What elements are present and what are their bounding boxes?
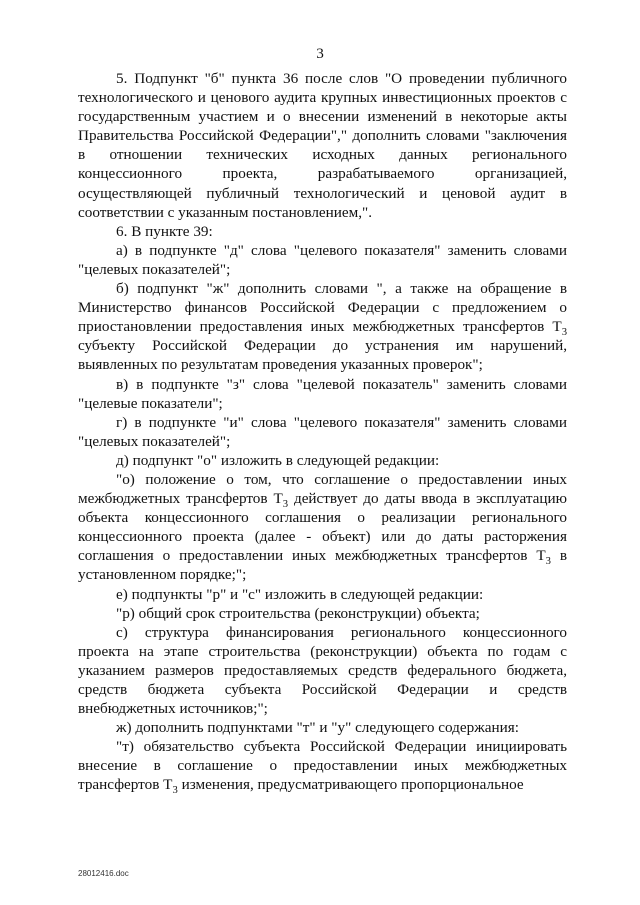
paragraph xyxy=(78,451,567,470)
paragraph-text: б) подпункт "ж" дополнить словами ", а также на обращение в Министерство финансов Российской Федерации с предложением о приостановлении предоставления иных межбюджетных трансфертов Т xyxy=(78,280,567,336)
paragraph xyxy=(78,413,567,451)
paragraph xyxy=(78,375,567,413)
subscript: 3 xyxy=(282,499,289,511)
paragraph xyxy=(78,222,567,241)
paragraph-text: д) подпункт "о" изложить в следующей редакции: xyxy=(116,451,440,469)
paragraph-text: изменения, предусматривающего пропорциональное xyxy=(177,776,524,794)
document-body xyxy=(78,69,567,795)
paragraph-text: 5. Подпункт "б" пункта 36 после слов "О проведении публичного технологического и ценового аудита крупных инвестиционных проектов с государственным участием и о внесении изменений в некоторые акты Правительства Российской Федерации"," дополнить словами "заключения в отношении технических исходных данных регионального концессионного проекта, разрабатываемого организацией, осуществляющей публичный технологический и ценовой аудит в соответствии с указанным постановлением,". xyxy=(78,70,567,221)
paragraph xyxy=(78,737,567,797)
page-number: 3 xyxy=(316,45,324,62)
subscript: 3 xyxy=(545,556,551,568)
subscript: 3 xyxy=(561,327,567,339)
paragraph-text: 6. В пункте 39: xyxy=(116,222,213,240)
file-name-footer: 28012416.doc xyxy=(78,869,129,878)
paragraph xyxy=(78,623,567,718)
paragraph-text: в установленном порядке;"; xyxy=(78,547,568,584)
paragraph-text: "р) общий срок строительства (реконструкции) объекта; xyxy=(116,604,480,622)
subscript: 3 xyxy=(172,785,178,797)
paragraph-text: действует до даты ввода в эксплуатацию объекта концессионного соглашения о реализации регионального концессионного проекта (далее - объект) или до даты расторжения соглашения о предоставлении иных межбюджетных трансфертов Т xyxy=(78,490,568,565)
paragraph-text: в) в подпункте "з" слова "целевой показатель" заменить словами "целевые показатели"; xyxy=(78,375,567,412)
paragraph-text: ж) дополнить подпунктами "т" и "у" следующего содержания: xyxy=(116,719,519,737)
paragraph-text: субъекту Российской Федерации до устранения им нарушений, выявленных по результатам проведения указанных проверок"; xyxy=(78,337,567,374)
paragraph-text: г) в подпункте "и" слова "целевого показателя" заменить словами "целевых показателей"; xyxy=(78,413,567,450)
paragraph-text: е) подпункты "р" и "с" изложить в следующей редакции: xyxy=(116,585,484,603)
paragraph xyxy=(78,718,567,737)
paragraph-text: с) структура финансирования регионального концессионного проекта на этапе строительства (реконструкции) объекта по годам с указанием размеров предоставляемых средств федерального бюджета, средств бюджета субъекта Российской Федерации и средств внебюджетных источников;"; xyxy=(78,623,567,718)
paragraph-text: "о) положение о том, что соглашение о предоставлении иных межбюджетных трансфертов Т xyxy=(78,470,567,508)
paragraph xyxy=(78,241,567,279)
paragraph-text: а) в подпункте "д" слова "целевого показателя" заменить словами "целевых показателей"; xyxy=(78,241,567,278)
paragraph xyxy=(78,279,567,374)
paragraph xyxy=(78,69,567,222)
paragraph-text: "т) обязательство субъекта Российской Федерации инициировать внесение в соглашение о предоставлении иных межбюджетных трансфертов Т xyxy=(78,738,567,794)
paragraph xyxy=(78,585,567,604)
paragraph xyxy=(78,470,567,585)
paragraph xyxy=(78,604,567,623)
